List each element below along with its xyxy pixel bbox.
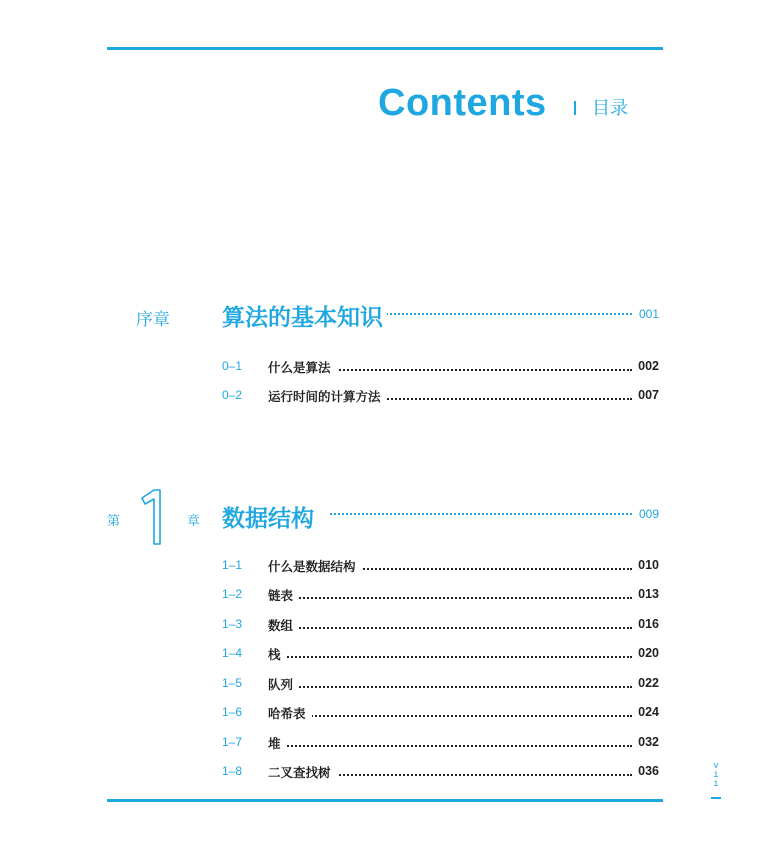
section-page: 036 [632, 764, 659, 778]
toc-entry[interactable] [0, 674, 758, 694]
page-folio: v i i [713, 761, 719, 789]
section-title: 运行时间的计算方法 [268, 387, 387, 405]
page-title [360, 82, 640, 132]
chapter-number-outline [139, 488, 163, 546]
section-title: 数组 [268, 616, 299, 634]
title-divider [574, 101, 576, 115]
section-page: 007 [632, 388, 659, 402]
dot-leader [268, 597, 632, 599]
chapter-title[interactable]: 数据结构 [222, 500, 318, 533]
section-title: 二叉查找树 [268, 763, 337, 781]
section-page: 013 [632, 587, 659, 601]
section-page: 024 [632, 705, 659, 719]
dot-leader [268, 627, 632, 629]
section-number: 1–4 [222, 646, 243, 660]
section-title: 堆 [268, 734, 287, 752]
section-number: 1–6 [222, 705, 243, 719]
section-title: 链表 [268, 586, 299, 604]
section-number: 1–7 [222, 735, 243, 749]
section-page: 020 [632, 646, 659, 660]
chapter-page: 009 [634, 507, 659, 521]
toc-entry[interactable] [0, 357, 758, 377]
section-number: 0–1 [222, 359, 243, 373]
toc-entry[interactable] [0, 615, 758, 635]
prologue-page: 001 [634, 307, 659, 321]
dot-leader [268, 715, 632, 717]
toc-entry[interactable] [0, 386, 758, 406]
dot-leader [268, 686, 632, 688]
title-english: Contents [378, 82, 547, 124]
section-number: 1–2 [222, 587, 243, 601]
toc-entry[interactable] [0, 703, 758, 723]
dot-leader [268, 745, 632, 747]
section-page: 022 [632, 676, 659, 690]
section-title: 哈希表 [268, 704, 312, 722]
folio-bar [711, 797, 721, 799]
section-page: 032 [632, 735, 659, 749]
section-number: 1–8 [222, 764, 243, 778]
chapter-prefix: 第 [107, 514, 121, 529]
toc-entry[interactable] [0, 644, 758, 664]
prologue-title[interactable]: 算法的基本知识 [222, 299, 387, 332]
toc-entry[interactable] [0, 556, 758, 576]
chapter-1-heading [0, 500, 758, 530]
section-title: 队列 [268, 675, 299, 693]
section-number: 1–1 [222, 558, 243, 572]
chapter-leader [330, 513, 632, 515]
toc-entry[interactable] [0, 733, 758, 753]
section-title: 什么是算法 [268, 358, 337, 376]
top-rule [107, 47, 663, 50]
bottom-rule [107, 799, 663, 802]
toc-entry[interactable] [0, 762, 758, 782]
dot-leader [268, 656, 632, 658]
section-number: 0–2 [222, 388, 243, 402]
prologue-heading [0, 302, 758, 332]
section-page: 002 [632, 359, 659, 373]
toc-entry[interactable] [0, 585, 758, 605]
prologue-label: 序章 [136, 310, 170, 330]
section-title: 什么是数据结构 [268, 557, 362, 575]
chapter-suffix: 章 [187, 514, 201, 529]
section-number: 1–3 [222, 617, 243, 631]
section-page: 016 [632, 617, 659, 631]
title-chinese: 目录 [592, 98, 628, 119]
section-title: 栈 [268, 645, 287, 663]
section-number: 1–5 [222, 676, 243, 690]
section-page: 010 [632, 558, 659, 572]
